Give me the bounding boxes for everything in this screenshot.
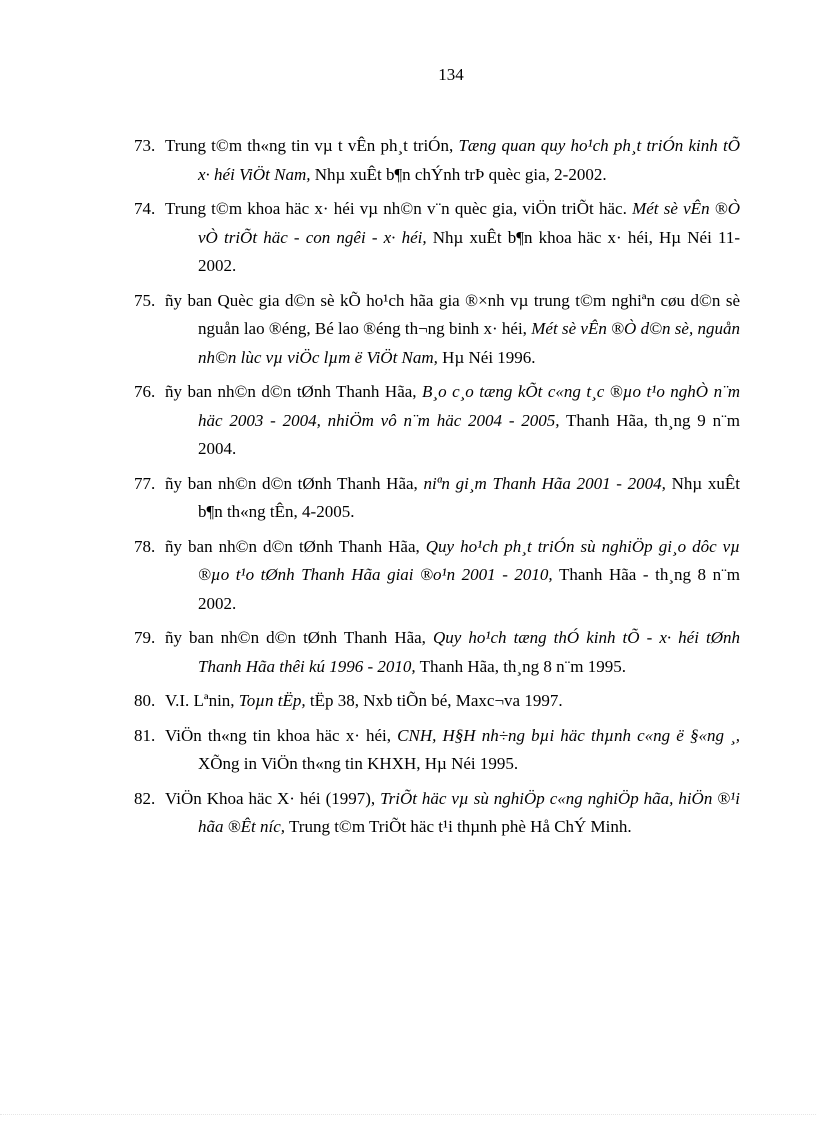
reference-number: 78.: [134, 536, 156, 556]
reference-publication: Thanh Hãa, th¸ng 9 n¨m 2004.: [198, 410, 740, 458]
reference-author: V.I. Lªnin,: [165, 691, 235, 710]
reference-publication: Thanh Hãa, th¸ng 8 n¨m 1995.: [419, 656, 626, 676]
reference-title: CNH, H§H nh÷ng bµi häc thµnh c«ng ë §«ng ¸,: [397, 725, 741, 745]
reference-author: ñy ban nh©n d©n tØnh Thanh Hãa,: [165, 536, 420, 556]
reference-number: 75.: [134, 290, 156, 310]
reference-publication: Nhµ xuÊt b¶n khoa häc x· héi, Hµ Néi 11-2002.: [198, 227, 740, 275]
reference-publication: Thanh Hãa - th¸ng 8 n¨m 2002.: [198, 565, 740, 613]
reference-number: 77.: [134, 473, 156, 493]
reference-item: [134, 287, 740, 373]
reference-publication: tËp 38, Nxb tiÕn bé, Maxc¬va 1997.: [309, 691, 563, 710]
reference-item: [134, 470, 740, 527]
reference-number: 79.: [134, 628, 156, 647]
reference-author: ñy ban nh©n d©n tØnh Thanh Hãa,: [165, 382, 417, 401]
reference-number: 82.: [134, 788, 156, 808]
reference-publication: Nhµ xuÊt b¶n th«ng tÊn, 4-2005.: [198, 473, 741, 521]
page-number: 134: [438, 65, 464, 84]
reference-title: Toµn tËp,: [238, 691, 306, 710]
page-bottom-divider: [0, 1114, 816, 1115]
reference-publication: Nhµ xuÊt b¶n chÝnh trÞ quèc gia, 2-2002.: [314, 164, 607, 184]
reference-title: Tæng quan quy ho¹ch ph¸t triÓn kinh tÕ x· héi ViÖt Nam,: [198, 136, 741, 184]
reference-author: ñy ban nh©n d©n tØnh Thanh Hãa,: [165, 628, 426, 647]
reference-publication: XÕng in ViÖn th«ng tin KHXH, Hµ Néi 1995.: [198, 754, 519, 773]
reference-number: 81.: [134, 725, 156, 745]
reference-author: ñy ban nh©n d©n tØnh Thanh Hãa,: [165, 473, 418, 493]
reference-author: Trung t©m th«ng tin vµ t vÊn ph¸t triÓn,: [165, 136, 454, 155]
reference-title: B¸o c¸o tæng kÕt c«ng t¸c ®µo t¹o nghÒ n¨m häc 2003 - 2004, nhiÖm vô n¨m häc 2004 - 2005,: [198, 382, 741, 430]
reference-author: ViÖn Khoa häc X· héi (1997),: [165, 788, 376, 808]
reference-list: [134, 132, 740, 848]
reference-item: [134, 195, 740, 281]
reference-number: 80.: [134, 691, 156, 710]
reference-title: TriÕt häc vµ sù nghiÖp c«ng nghiÖp hãa, hiÖn ®¹i hãa ®Êt níc,: [198, 788, 741, 836]
reference-item: [134, 785, 740, 842]
reference-title: Mét sè vÊn ®Ò d©n sè, nguån nh©n lùc vµ viÖc lµm ë ViÖt Nam,: [198, 319, 740, 367]
reference-title: Quy ho¹ch tæng thÓ kinh tÕ - x· héi tØnh Thanh Hãa thêi kú 1996 - 2010,: [198, 628, 740, 676]
reference-number: 74.: [134, 199, 156, 218]
reference-title: Quy ho¹ch ph¸t triÓn sù nghiÖp gi¸o dôc vµ ®µo t¹o tØnh Thanh Hãa giai ®o¹n 2001 - 2010,: [198, 536, 741, 584]
reference-title: niªn gi¸m Thanh Hãa 2001 - 2004,: [423, 473, 666, 493]
reference-title: Mét sè vÊn ®Ò vÒ triÕt häc - con ngêi - x· héi,: [198, 199, 740, 247]
reference-item: [134, 132, 740, 189]
reference-item: [134, 722, 740, 779]
reference-author: ViÖn th«ng tin khoa häc x· héi,: [165, 725, 392, 745]
reference-publication: Hµ Néi 1996.: [442, 347, 536, 367]
reference-item: [134, 533, 740, 619]
reference-publication: Trung t©m TriÕt häc t¹i thµnh phè Hå ChÝ Minh.: [289, 817, 632, 836]
reference-author: Trung t©m khoa häc x· héi vµ nh©n v¨n quèc gia, viÖn triÕt häc.: [165, 199, 627, 218]
reference-item: [134, 624, 740, 681]
reference-item: [134, 378, 740, 464]
reference-item: [134, 687, 740, 716]
reference-number: 73.: [134, 136, 156, 155]
reference-author: ñy ban Quèc gia d©n sè kÕ ho¹ch hãa gia ®×nh vµ trung t©m nghiªn cøu d©n sè nguån lao ®éng, Bé lao ®éng th¬ng binh x· héi,: [165, 290, 740, 338]
reference-number: 76.: [134, 382, 156, 401]
